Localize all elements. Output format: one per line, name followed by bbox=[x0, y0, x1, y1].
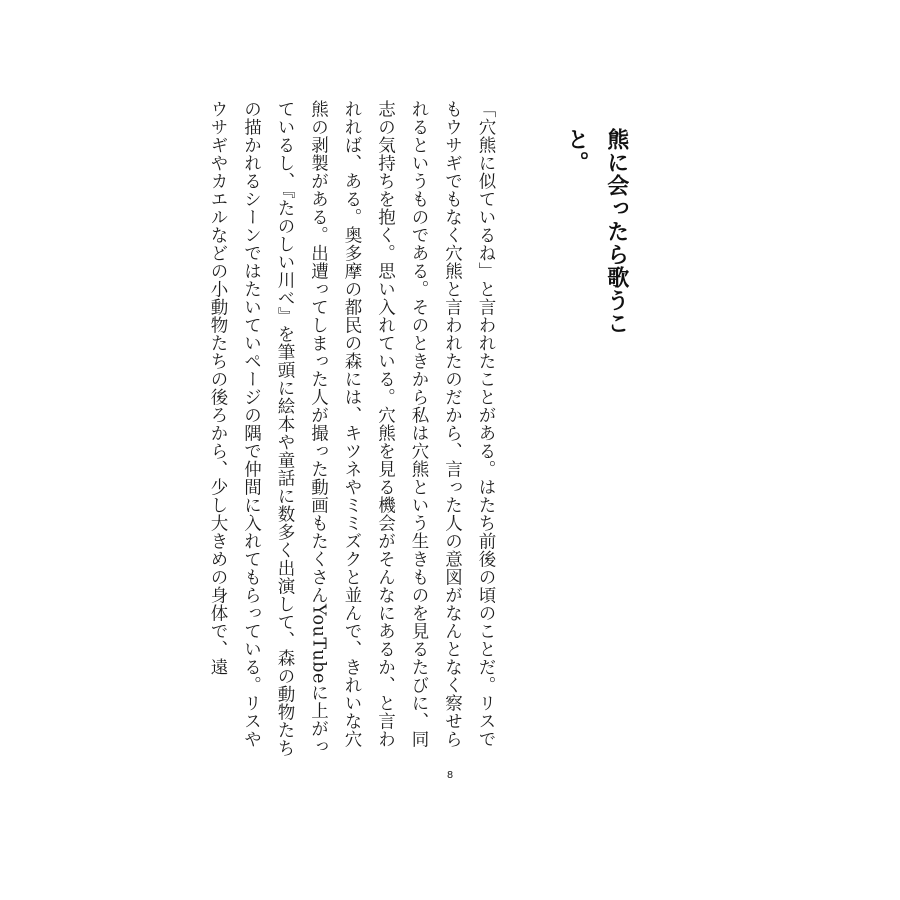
chapter-title: 熊に会ったら歌うこと。 bbox=[563, 128, 629, 335]
body-paragraph: 「穴熊に似ているね」と言われたことがある。はたち前後の頃のことだ。リスでもウサギでもなく穴熊と言われたのだから、言った人の意図がなんとなく察せられるというものである。そのときから私は穴熊という生きものを見るたびに、同志の気持ちを抱く。思い入れている。穴熊を見る機会がそんなにあるか、と言われれば、ある。奥多摩の都民の森には、キツネやミミズクと並んで、きれいな穴熊の剥製がある。出遭ってしまった人が撮った動画もたくさんYouTubeに上がっているし、『たのしい川べ』を筆頭に絵本や童話に数多く出演して、森の動物たちの描かれるシーンではたいていページの隅で仲間に入れてもらっている。リスやウサギやカエルなどの小動物たちの後ろから、少し大きめの身体で、遠 bbox=[208, 100, 496, 758]
body-text-block bbox=[208, 100, 502, 760]
page-number: 8 bbox=[446, 770, 454, 781]
